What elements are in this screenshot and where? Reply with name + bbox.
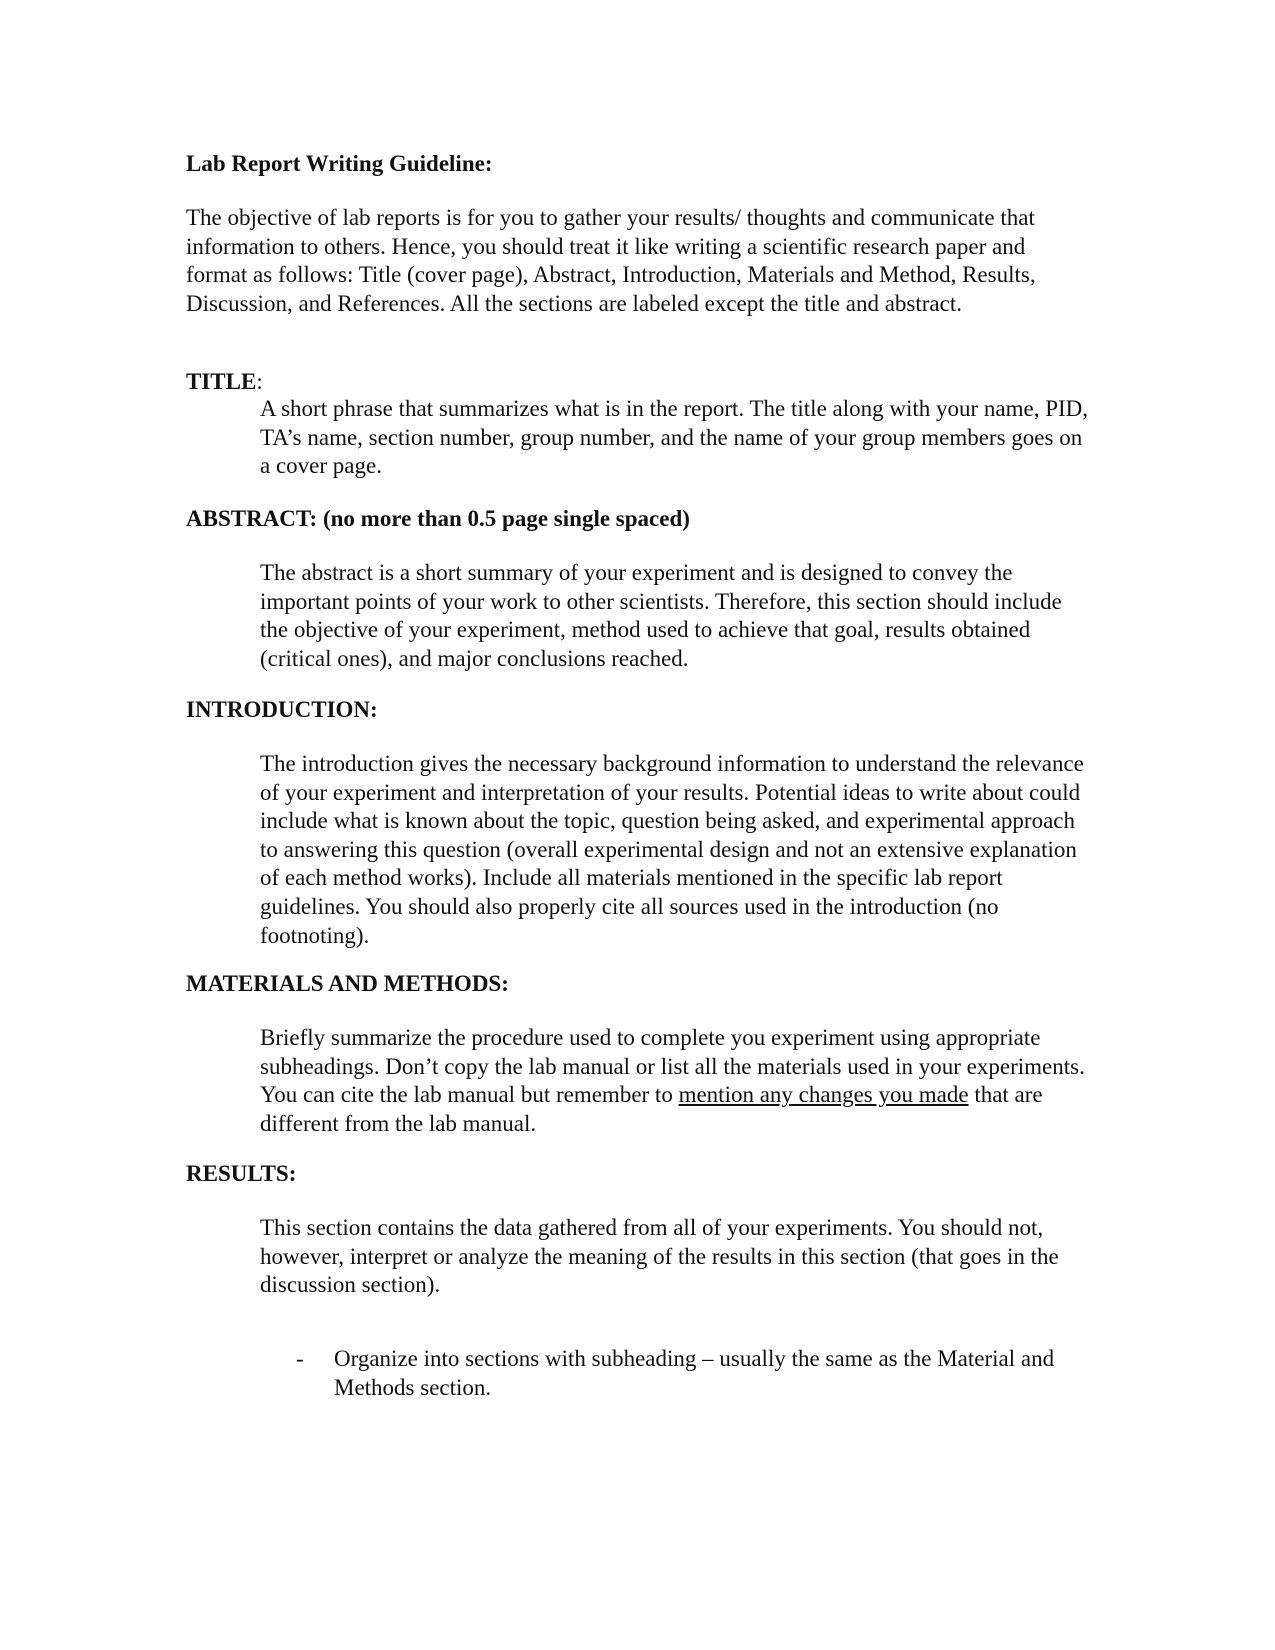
materials-methods-heading: MATERIALS AND METHODS: [186, 971, 509, 996]
results-heading: RESULTS: [186, 1161, 297, 1186]
intro-paragraph: The objective of lab reports is for you to gather your results/ thoughts and communicate that information to others. Hence, you should treat it like writing a scientific research paper and format as follows: Title (cover page), Abstract, Introduction, Materials and Method, Results, Discussion, and References. All the sections are labeled except the title and abstract. [186, 205, 1036, 316]
title-heading [186, 368, 263, 396]
title-heading-colon: : [256, 369, 263, 394]
materials-body-text-end: that are different from the lab manual. [260, 1082, 1043, 1136]
document-title: Lab Report Writing Guideline: [186, 151, 493, 176]
bullet-dash-icon: - [296, 1346, 304, 1371]
results-body: This section contains the data gathered from all of your experiments. You should not, however, interpret or analyze the meaning of the results in this section (that goes in the discussion section). [260, 1215, 1059, 1298]
introduction-body: The introduction gives the necessary background information to understand the relevance of your experiment and interpretation of your results. Potential ideas to write about could include what is known about the topic, question being asked, and experimental approach to answering this question (overall experimental design and not an extensive explanation of each method works). Include all materials mentioned in the specific lab report guidelines. You should also properly cite all sources used in the introduction (no footnoting). [260, 751, 1084, 948]
abstract-body: The abstract is a short summary of your experiment and is designed to convey the important points of your work to other scientists. Therefore, this section should include the objective of your experiment, method used to achieve that goal, results obtained (critical ones), and major conclusions reached. [260, 560, 1062, 671]
abstract-heading: ABSTRACT: (no more than 0.5 page single spaced) [186, 506, 690, 531]
results-bullet-text: Organize into sections with subheading – usually the same as the Material and Methods section. [334, 1346, 1055, 1400]
title-section-body: A short phrase that summarizes what is in the report. The title along with your name, PID, TA’s name, section number, group number, and the name of your group members goes on a cover page. [260, 396, 1089, 479]
introduction-heading: INTRODUCTION: [186, 697, 378, 722]
materials-body-underlined: mention any changes you made [678, 1082, 969, 1108]
materials-methods-body [260, 1024, 1090, 1138]
title-heading-text: TITLE [186, 369, 257, 394]
materials-body-text: Briefly summarize the procedure used to complete you experiment using appropriate subheadings. Don’t copy the lab manual or list all the materials used in your experiments. You can cite the lab manual but remember to [260, 1025, 1085, 1108]
